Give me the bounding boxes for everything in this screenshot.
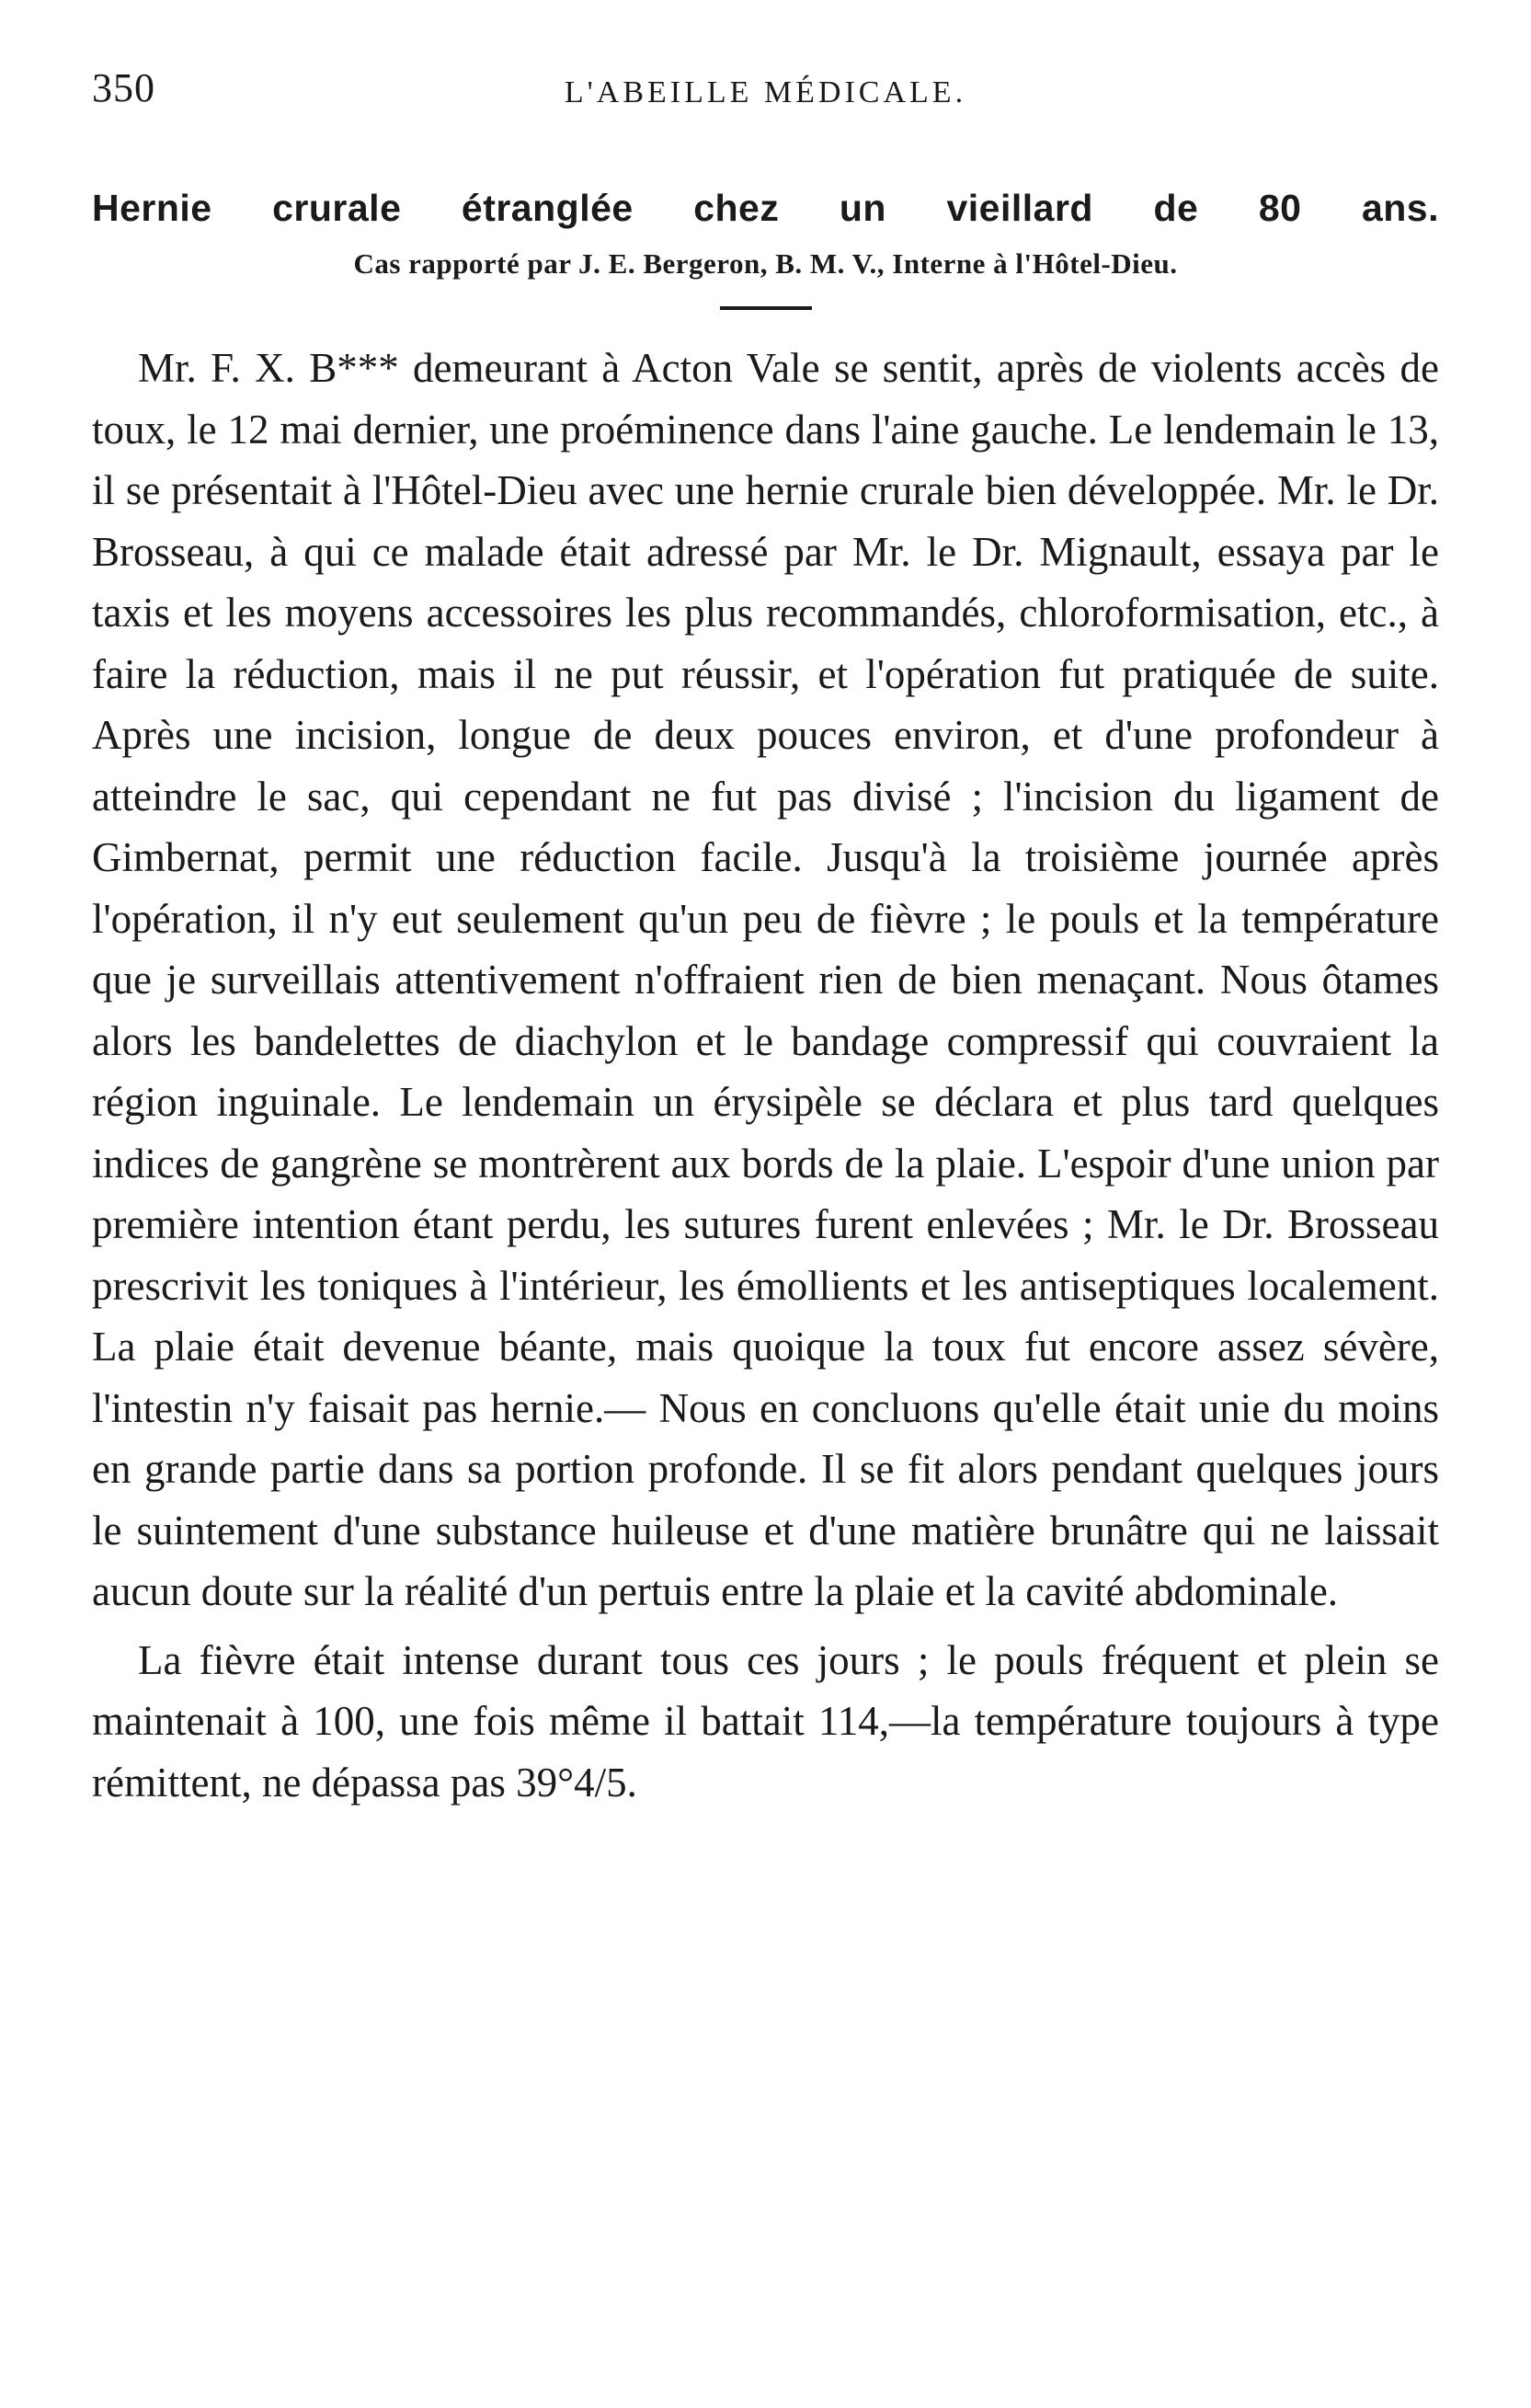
article-body — [92, 338, 1439, 1813]
page-number: 350 — [92, 65, 155, 110]
journal-title: L'ABEILLE MÉDICALE. — [564, 75, 967, 109]
article-title: Hernie crurale étranglée chez un vieillard de 80 ans. — [92, 187, 1439, 229]
running-head — [92, 55, 1439, 129]
paragraph: Mr. F. X. B*** demeurant à Acton Vale se sentit, après de violents accès de toux, le 12 mai dernier, une proéminence dans l'aine gauche. Le lendemain le 13, il se présentait à l'Hôtel-Dieu avec une hernie crurale bien développée. Mr. le Dr. Brosseau, à qui ce malade était adressé par Mr. le Dr. Mignault, essaya par le taxis et les moyens accessoires les plus recommandés, chloroformisation, etc., à faire la réduction, mais il ne put réussir, et l'opération fut pratiquée de suite. Après une incision, longue de deux pouces environ, et d'une profondeur à atteindre le sac, qui cependant ne fut pas divisé ; l'incision du ligament de Gimbernat, permit une réduction facile. Jusqu'à la troisième journée après l'opération, il n'y eut seulement qu'un peu de fièvre ; le pouls et la température que je surveillais attentivement n'offraient rien de bien menaçant. Nous ôtames alors les bandelettes de diachylon et le bandage compressif qui couvraient la région inguinale. Le lendemain un érysipèle se déclara et plus tard quelques indices de gangrène se montrèrent aux bords de la plaie. L'espoir d'une union par première intention étant perdu, les sutures furent enlevées ; Mr. le Dr. Brosseau prescrivit les toniques à l'intérieur, les émollients et les antiseptiques localement. La plaie était devenue béante, mais quoique la toux fut encore assez sévère, l'intestin n'y faisait pas hernie.— Nous en concluons qu'elle était unie du moins en grande partie dans sa portion profonde. Il se fit alors pendant quelques jours le suintement d'une substance huileuse et d'une matière brunâtre qui ne laissait aucun doute sur la réalité d'un pertuis entre la plaie et la cavité abdominale. — [92, 345, 1439, 1615]
paragraph: La fièvre était intense durant tous ces jours ; le pouls fréquent et plein se maintenait à 100, une fois même il battait 114,—la température toujours à type rémittent, ne dépassa pas 39°4/5. — [92, 1636, 1439, 1806]
article-byline: Cas rapporté par J. E. Bergeron, B. M. V., Interne à l'Hôtel-Dieu. — [353, 247, 1178, 281]
title-divider — [720, 306, 812, 310]
book-page — [92, 55, 1439, 2355]
